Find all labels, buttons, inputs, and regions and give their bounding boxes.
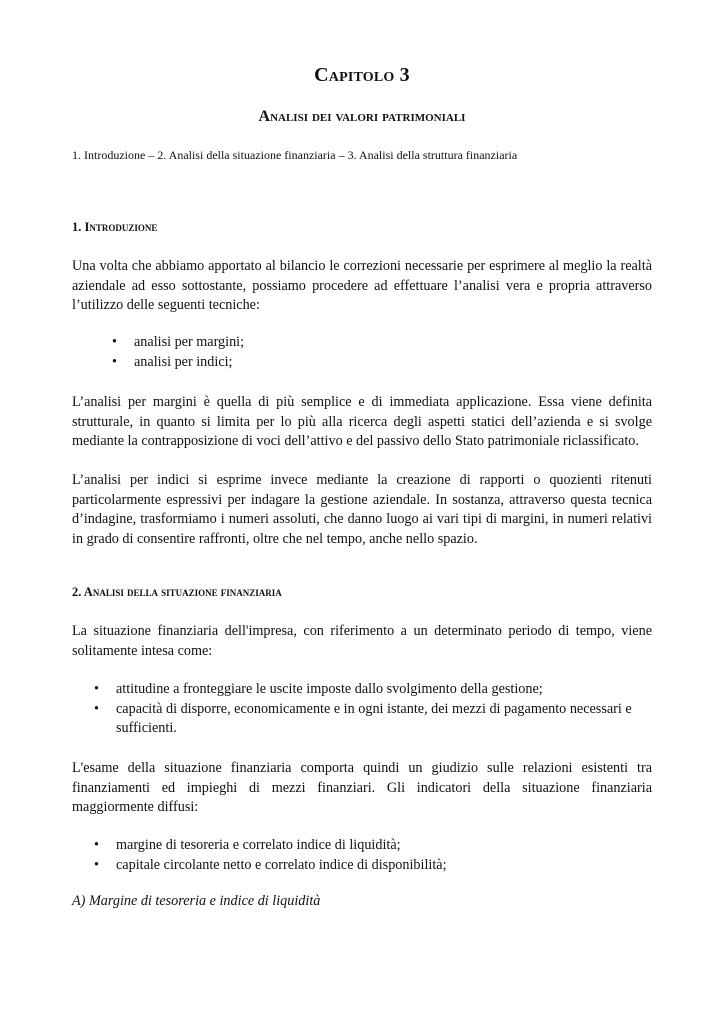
section-heading-situazione-finanziaria: 2. Analisi della situazione finanziaria [72,585,282,599]
list-item-text: attitudine a fronteggiare le uscite imposte dallo svolgimento della gestione; [116,681,543,697]
subsection-heading: A) Margine di tesoreria e indice di liquidità [72,893,321,909]
list-item-text: capacità di disporre, economicamente e in ogni istante, dei mezzi di pagamento necessari e sufficienti. [116,700,632,737]
list-item [94,700,652,739]
list-item [112,333,652,353]
chapter-toc: 1. Introduzione – 2. Analisi della situazione finanziaria – 3. Analisi della struttura finanziaria [72,148,518,162]
list-item [112,353,652,373]
list-item [94,680,652,700]
paragraph: L’analisi per margini è quella di più semplice e di immediata applicazione. Essa viene definita strutturale, in quanto si limita per lo più alla ricerca degli aspetti statici dell’azienda e si svolge mediante la contrapposizione di voci dell’attivo e del passivo dello Stato patrimoniale riclassificato. [72,394,652,450]
list-item-text: margine di tesoreria e correlato indice di liquidità; [116,837,401,853]
bullet-icon: • [112,353,117,370]
bullet-list-techniques [112,333,652,372]
list-item [94,856,652,876]
bullet-icon: • [94,856,99,873]
section-heading-introduzione: 1. Introduzione [72,220,158,234]
list-item-text: capitale circolante netto e correlato indice di disponibilità; [116,856,447,873]
bullet-list-situazione [94,680,652,739]
bullet-icon: • [94,837,99,853]
paragraph: Una volta che abbiamo apportato al bilancio le correzioni necessarie per esprimere al meglio la realtà aziendale ad esso sottostante, possiamo procedere ad effettuare l’analisi vera e propria attraverso l’utilizzo delle seguenti tecniche: [72,258,652,314]
paragraph: La situazione finanziaria dell'impresa, con riferimento a un determinato periodo di tempo, viene solitamente intesa come: [72,623,652,659]
chapter-title: Capitolo 3 [314,64,410,86]
list-item-text: analisi per indici; [134,353,233,370]
bullet-icon: • [94,681,99,697]
chapter-subtitle: Analisi dei valori patrimoniali [258,108,466,125]
document-page [72,0,652,1024]
paragraph: L'esame della situazione finanziaria comporta quindi un giudizio sulle relazioni esistenti tra finanziamenti ed impieghi di mezzi finanziari. Gli indicatori della situazione finanziaria maggiormente diffusi: [72,760,652,816]
bullet-icon: • [112,334,117,350]
list-item [94,836,652,856]
list-item-text: analisi per margini; [134,334,245,350]
paragraph: L’analisi per indici si esprime invece mediante la creazione di rapporti o quozienti ritenuti particolarmente espressivi per indagare la gestione aziendale. In sostanza, attraverso questa tecnica d’indagine, trasformiamo i numeri assoluti, che danno luogo ai vari tipi di margini, in numeri relativi in grado di consentire raffronti, oltre che nel tempo, anche nello spazio. [72,472,652,547]
bullet-list-indicatori [94,836,652,875]
bullet-icon: • [94,700,99,717]
